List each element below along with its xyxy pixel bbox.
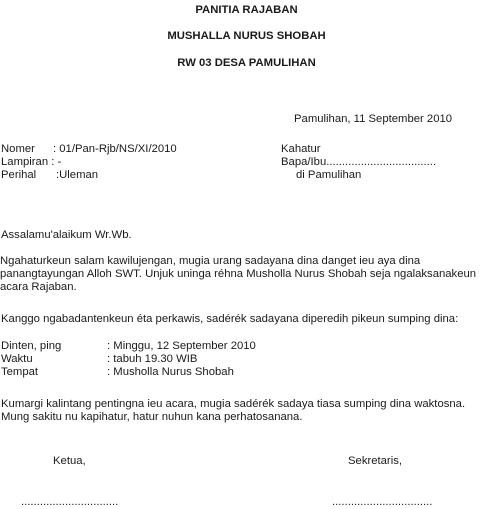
closing-line1: Kumargi kalintang pentingna ieu acara, mugia sadérék sadaya tiasa sumping dina waktosna. (1, 398, 466, 410)
lampiran-row (1, 156, 61, 169)
nomer-row (1, 143, 177, 156)
header-address: RW 03 DESA PAMULIHAN (177, 57, 316, 69)
dinten-label: Dinten, ping (1, 340, 62, 352)
recipient-line1: Kahatur (281, 143, 321, 155)
date-line: Pamulihan, 11 September 2010 (294, 113, 453, 125)
paragraph1-line2: panangtayungan Alloh SWT. Unjuk uninga réhna Musholla Nurus Shobah seja ngalaksanakeun (0, 268, 477, 280)
lampiran-label: Lampiran (1, 156, 49, 168)
signature-right-title: Sekretaris, (348, 455, 402, 467)
nomer-value: : 01/Pan-Rjb/NS/XI/2010 (53, 143, 177, 155)
signature-right-line: ................................ (332, 496, 433, 508)
recipient-line3: di Pamulihan (296, 169, 362, 181)
perihal-label: Perihal (1, 169, 37, 181)
nomer-label: Nomer (1, 143, 35, 155)
tempat-label: Tempat (1, 366, 39, 378)
header-mosque: MUSHALLA NURUS SHOBAH (167, 30, 326, 42)
recipient-line2: Bapa/Ibu................................... (281, 156, 437, 168)
paragraph1-line1: Ngahaturkeun salam kawilujengan, mugia urang sadayana dina danget ieu aya dina (0, 255, 421, 267)
paragraph1-line3: acara Rajaban. (0, 281, 77, 293)
waktu-label: Waktu (1, 353, 33, 365)
signature-left-line: ............................... (21, 496, 119, 508)
perihal-row (1, 169, 98, 182)
signature-left-title: Ketua, (53, 455, 86, 467)
perihal-value: :Uleman (56, 169, 99, 181)
closing-line2: Mung sakitu nu kapihatur, hatur nuhun kana perhatosanana. (1, 411, 303, 423)
waktu-value: : tabuh 19.30 WIB (107, 353, 198, 365)
header-committee: PANITIA RAJABAN (195, 4, 298, 16)
lampiran-value: : - (51, 156, 62, 168)
greeting: Assalamu'alaikum Wr.Wb. (1, 229, 132, 241)
dinten-value: : Minggu, 12 September 2010 (107, 340, 256, 352)
tempat-value: : Musholla Nurus Shobah (107, 366, 234, 378)
paragraph2: Kanggo ngabadantenkeun éta perkawis, sadérék sadayana diperedih pikeun sumping dina: (1, 313, 459, 325)
